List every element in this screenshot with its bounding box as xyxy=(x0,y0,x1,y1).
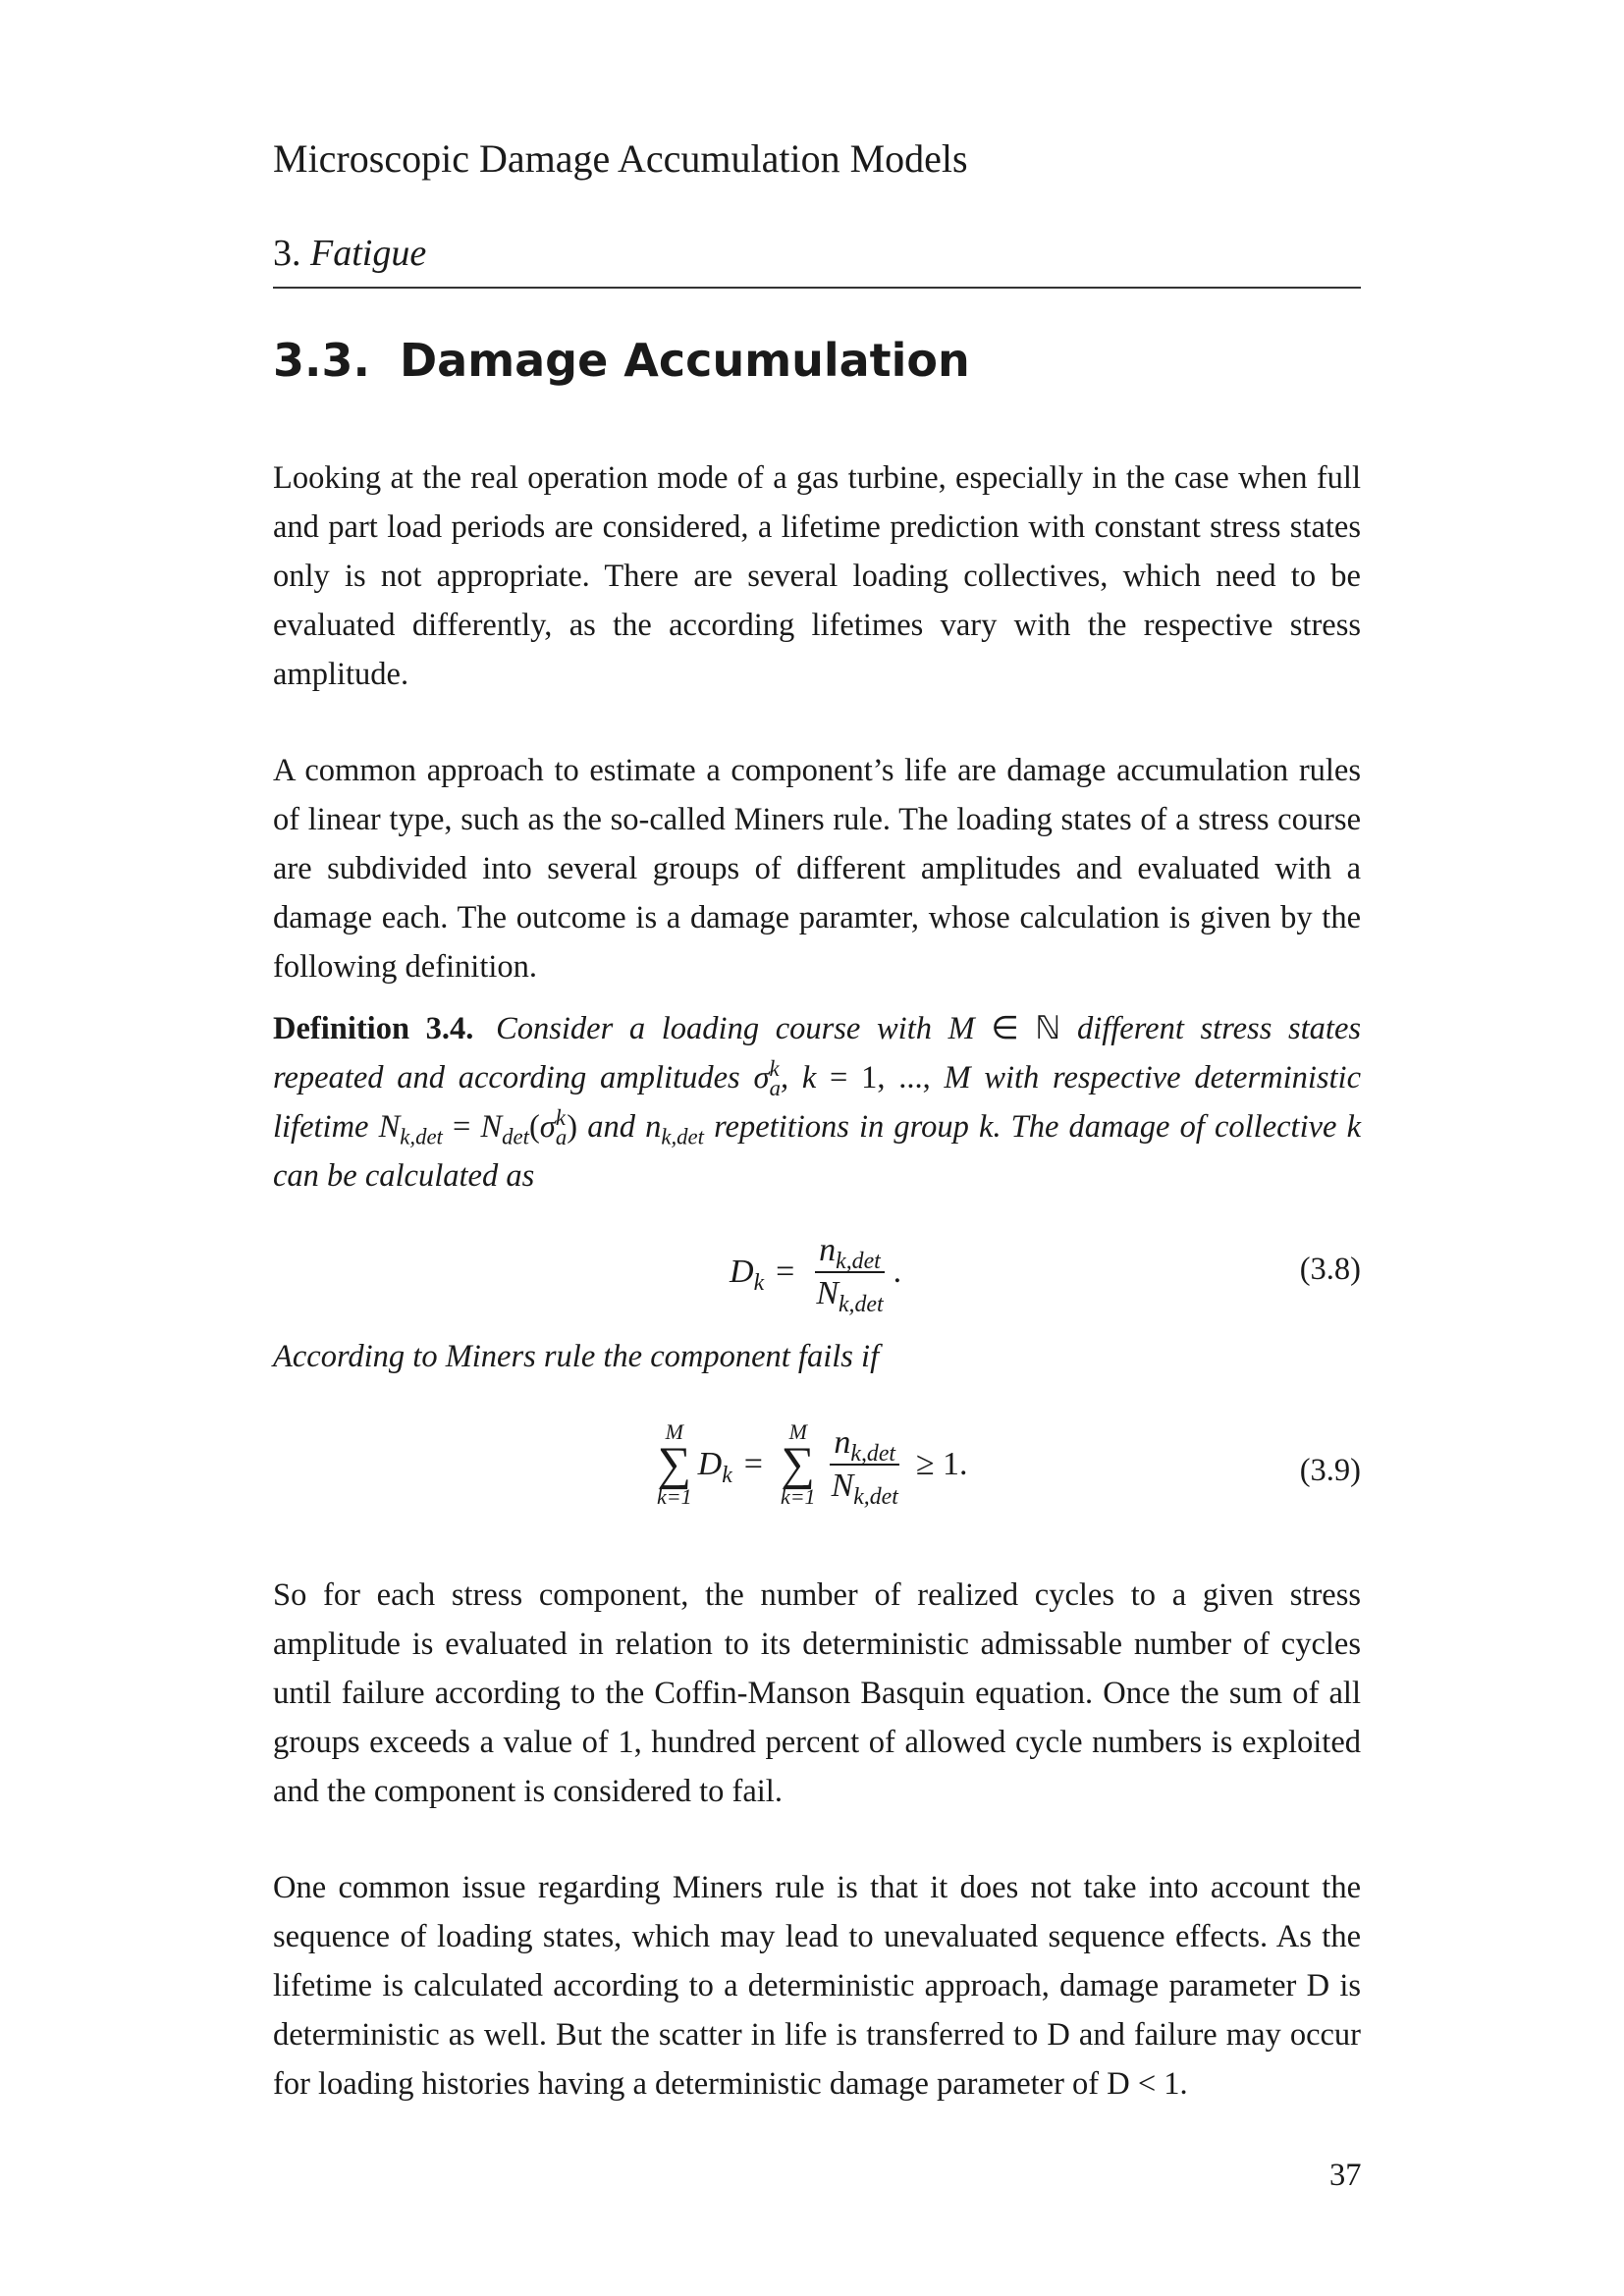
equation-3-8: $D_k$ = $\frac{n_{k,det}}{N_{k,det}}$ . (3.8) xyxy=(730,1232,1361,1317)
definition-text-1: Consider a loading course with xyxy=(496,1011,932,1046)
chapter-header xyxy=(273,232,1361,289)
running-title: Microscopic Damage Accumulation Models xyxy=(273,136,968,181)
paragraph-2: A common approach to estimate a component’s life are damage accumulation rules of linear type, such as the so-called Miners rule. The loading states of a stress course are subdivided into several groups of different amplitudes and evaluated with a damage each. The outcome is a damage paramter, whose calculation is given by the following definition. xyxy=(273,753,1361,985)
definition-text-7: can be calculated as xyxy=(273,1158,535,1194)
paragraph-3: So for each stress component, the number of realized cycles to a given stress amplitude is evaluated in relation to its deterministic admissable number of cycles until failure according to the Coffin-Manson Basquin equation. Once the sum of all groups exceeds a value of 1, hundred percent of allowed cycle numbers is exploited and the component is considered to fail. xyxy=(273,1577,1361,1809)
definition-text-6: . The damage of collective xyxy=(993,1109,1337,1145)
eq38-fraction: $\frac{n_{k,det}}{N_{k,det}}$ xyxy=(816,1232,884,1317)
definition-text-4: and xyxy=(587,1109,635,1145)
section-title: Damage Accumulation xyxy=(399,334,970,387)
paragraph-1: Looking at the real operation mode of a gas turbine, especially in the case when full and part load periods are considered, a lifetime prediction with constant stress states only is not appropriate. There are several loading collectives, which need to be evaluated differently, as the according lifetimes vary with the respective stress amplitude. xyxy=(273,460,1361,692)
paragraph-4: One common issue regarding Miners rule is that it does not take into account the sequence of loading states, which may lead to unevaluated sequence effects. As the lifetime is calculated according to a deterministic approach, damage parameter D is deterministic as well. But the scatter in life is transferred to D and failure may occur for loading histories having a deterministic damage parameter of D < 1. xyxy=(273,1870,1361,2102)
definition-text-5: repetitions in group xyxy=(714,1109,969,1145)
eq39-rhs: ≥ 1. xyxy=(915,1446,968,1482)
page-number: 37 xyxy=(1329,2158,1362,2193)
definition-text-2: different stress states repeated and according amplitudes xyxy=(273,1011,1362,1095)
chapter-number: 3. xyxy=(273,233,301,274)
equation-number-3-9: (3.9) xyxy=(1299,1453,1361,1488)
definition-3-4: Definition 3.4. Consider a loading course with M ∈ ℕ different stress states repeated and according amplitudes $\sigma^k_a$, k = 1, ..., M with respective deterministic lifetime $N_{k,det} = N_{det}(\sigma^k_a)$ and $n_{k,det}$ repetitions in group k. The damage of collective k can be calculated as xyxy=(273,1011,1362,1194)
miners-rule-lead: According to Miners rule the component fails if xyxy=(273,1339,880,1374)
section-number: 3.3. xyxy=(273,334,370,387)
eq38-lhs: $D_k$ xyxy=(730,1254,765,1296)
chapter-title: Fatigue xyxy=(310,233,427,274)
section-heading xyxy=(273,334,970,387)
eq39-fraction: $\frac{n_{k,det}}{N_{k,det}}$ xyxy=(831,1424,898,1510)
definition-label: Definition 3.4. xyxy=(273,1011,474,1046)
eq39-sum-2: M ∑ k=1 xyxy=(780,1419,816,1509)
definition-text-3: with respective deterministic lifetime xyxy=(273,1060,1362,1145)
equation-3-9: M ∑ k=1 $D_k$ = M ∑ k=1 $\frac{n_{k,det}}{N_{k,det}}$ ≥ 1. (3.9) xyxy=(657,1419,1361,1510)
equation-number-3-8: (3.8) xyxy=(1299,1252,1361,1287)
eq39-sum-1: M ∑ k=1 xyxy=(657,1419,692,1509)
